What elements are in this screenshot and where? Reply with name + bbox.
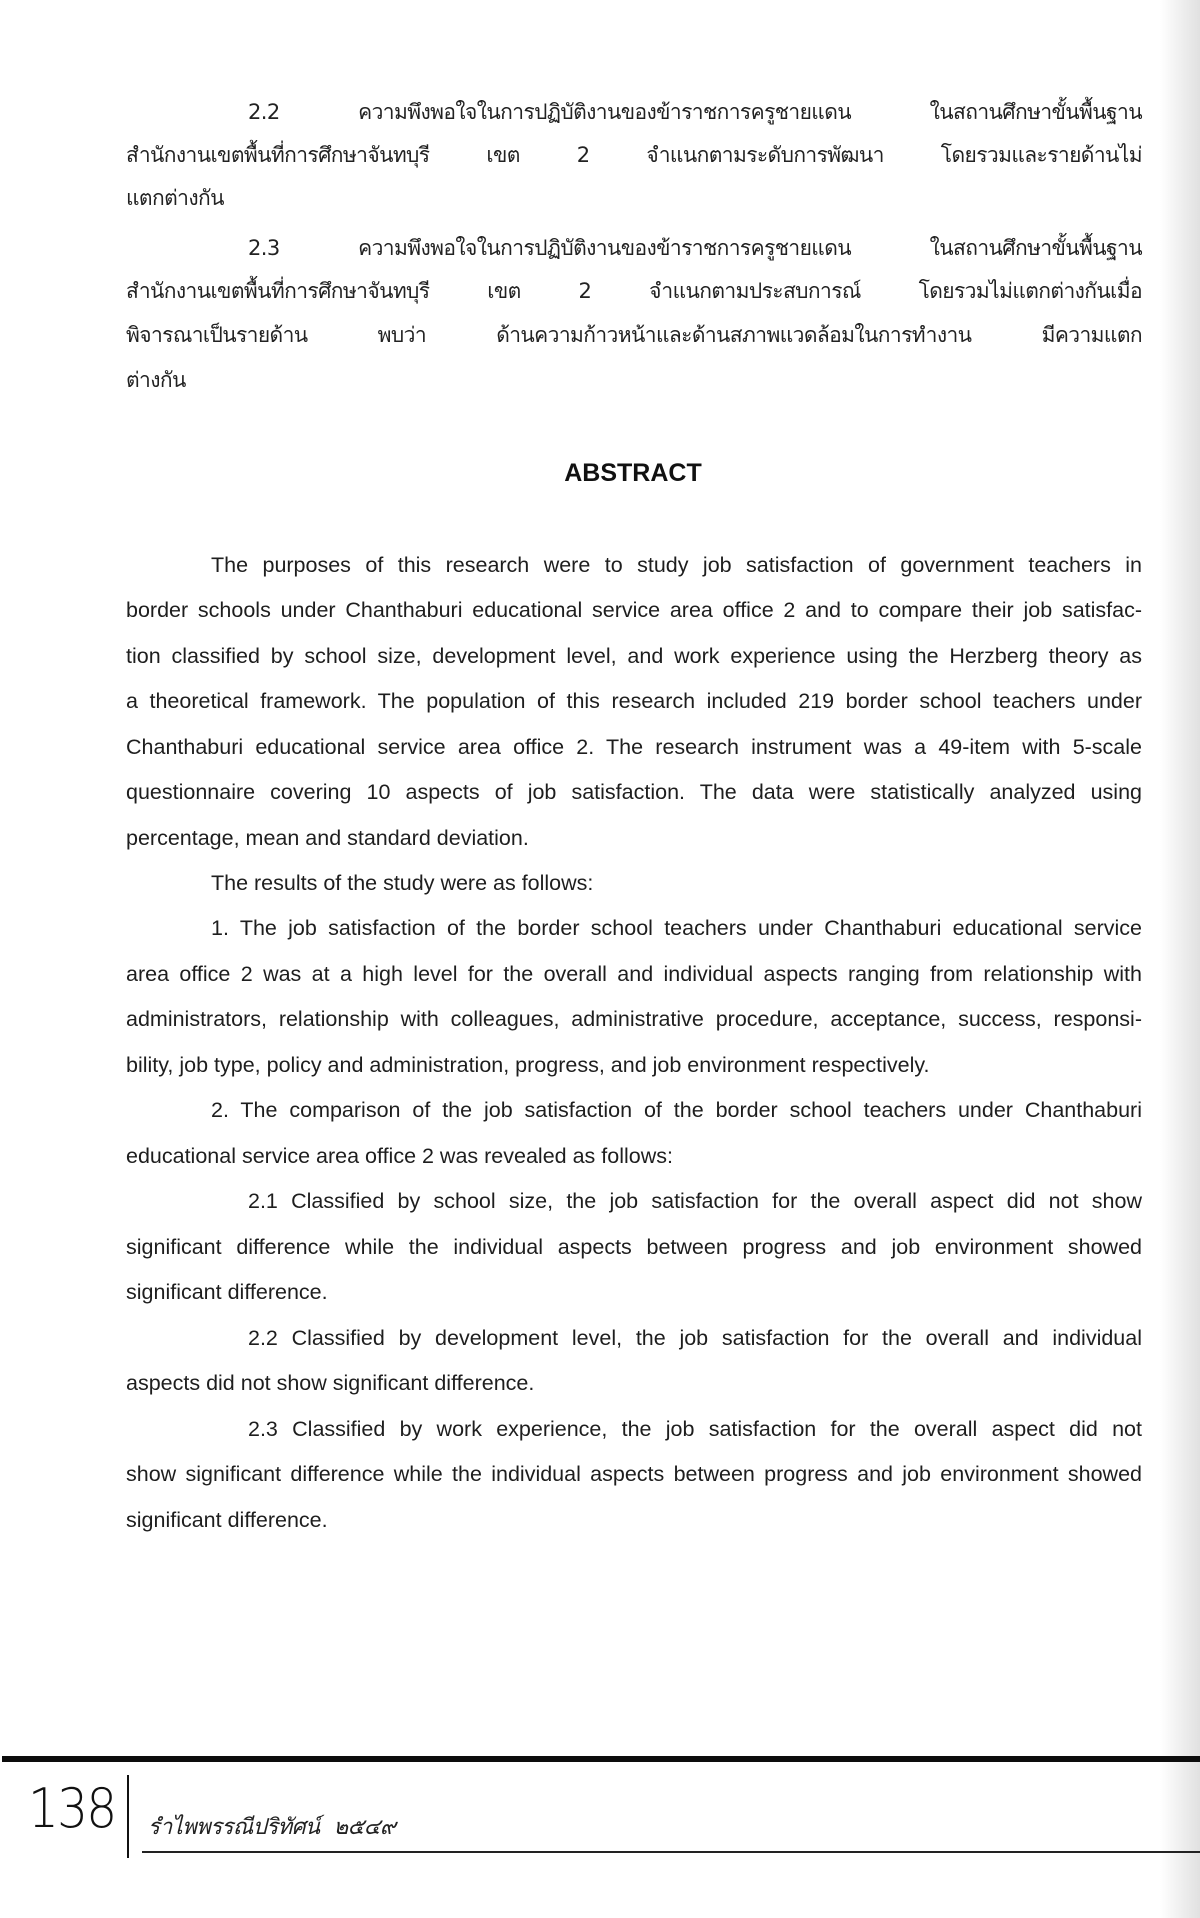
text-line: The results of the study were as follows: (211, 871, 594, 895)
text-line: aspects did not show significant difference. (126, 1371, 535, 1395)
text-line: educational service area office 2 was revealed as follows: (126, 1144, 673, 1168)
text-line: 1. The job satisfaction of the border school teachers under Chanthaburi educational service (211, 916, 1142, 940)
text-line: bility, job type, policy and administration, progress, and job environment respectively. (126, 1053, 930, 1077)
text-line: 2.2 ความพึงพอใจในการปฏิบัติงานของข้าราชการครูชายแดน ในสถานศึกษาขั้นพื้นฐาน (248, 100, 1142, 124)
footer-divider (127, 1775, 129, 1858)
text-line: ต่างกัน (126, 368, 186, 392)
text-line: significant difference. (126, 1280, 328, 1304)
page-number: 138 (28, 1777, 116, 1840)
text-line: The purposes of this research were to study job satisfaction of government teachers in (211, 553, 1142, 577)
journal-title (148, 1814, 396, 1842)
text-line: administrators, relationship with colleagues, administrative procedure, acceptance, success, responsi- (126, 1007, 1142, 1031)
text-line: 2.2 Classified by development level, the job satisfaction for the overall and individual (248, 1326, 1142, 1350)
text-line: 2. The comparison of the job satisfaction of the border school teachers under Chanthaburi (211, 1098, 1142, 1122)
text-line: 2.3 Classified by work experience, the job satisfaction for the overall aspect did not (248, 1417, 1142, 1441)
text-line: พิจารณาเป็นรายด้าน พบว่า ด้านความก้าวหน้าและด้านสภาพแวดล้อมในการทำงาน มีความแตก (126, 323, 1142, 347)
page-edge-shadow (1160, 0, 1200, 1918)
text-line: Chanthaburi educational service area office 2. The research instrument was a 49-item with 5-scale (126, 735, 1142, 759)
footer-underline (142, 1851, 1200, 1853)
text-line: significant difference. (126, 1508, 328, 1532)
text-line: แตกต่างกัน (126, 186, 224, 210)
text-line: 2.1 Classified by school size, the job satisfaction for the overall aspect did not show (248, 1189, 1142, 1213)
text-line: สำนักงานเขตพื้นที่การศึกษาจันทบุรี เขต 2 จำแนกตามประสบการณ์ โดยรวมไม่แตกต่างกันเมื่อ (126, 279, 1142, 303)
text-line: percentage, mean and standard deviation. (126, 826, 529, 850)
text-line: 2.3 ความพึงพอใจในการปฏิบัติงานของข้าราชการครูชายแดน ในสถานศึกษาขั้นพื้นฐาน (248, 236, 1142, 260)
text-line: a theoretical framework. The population of this research included 219 border school teachers under (126, 689, 1142, 713)
journal-year: ๒๕๔๙ (333, 1815, 396, 1840)
text-line: show significant difference while the individual aspects between progress and job environment showed (126, 1462, 1142, 1486)
text-line: questionnaire covering 10 aspects of job satisfaction. The data were statistically analyzed using (126, 780, 1142, 804)
abstract-heading: ABSTRACT (564, 459, 702, 487)
text-line: area office 2 was at a high level for the overall and individual aspects ranging from relationship with (126, 962, 1142, 986)
text-line: สำนักงานเขตพื้นที่การศึกษาจันทบุรี เขต 2 จำแนกตามระดับการพัฒนา โดยรวมและรายด้านไม่ (126, 143, 1142, 167)
footer-thick-rule (2, 1756, 1200, 1762)
text-line: border schools under Chanthaburi educational service area office 2 and to compare their job satisfac- (126, 598, 1142, 622)
journal-name: รำไพพรรณีปริทัศน์ (148, 1815, 320, 1840)
text-line: significant difference while the individual aspects between progress and job environment showed (126, 1235, 1142, 1259)
text-line: tion classified by school size, development level, and work experience using the Herzberg theory as (126, 644, 1142, 668)
